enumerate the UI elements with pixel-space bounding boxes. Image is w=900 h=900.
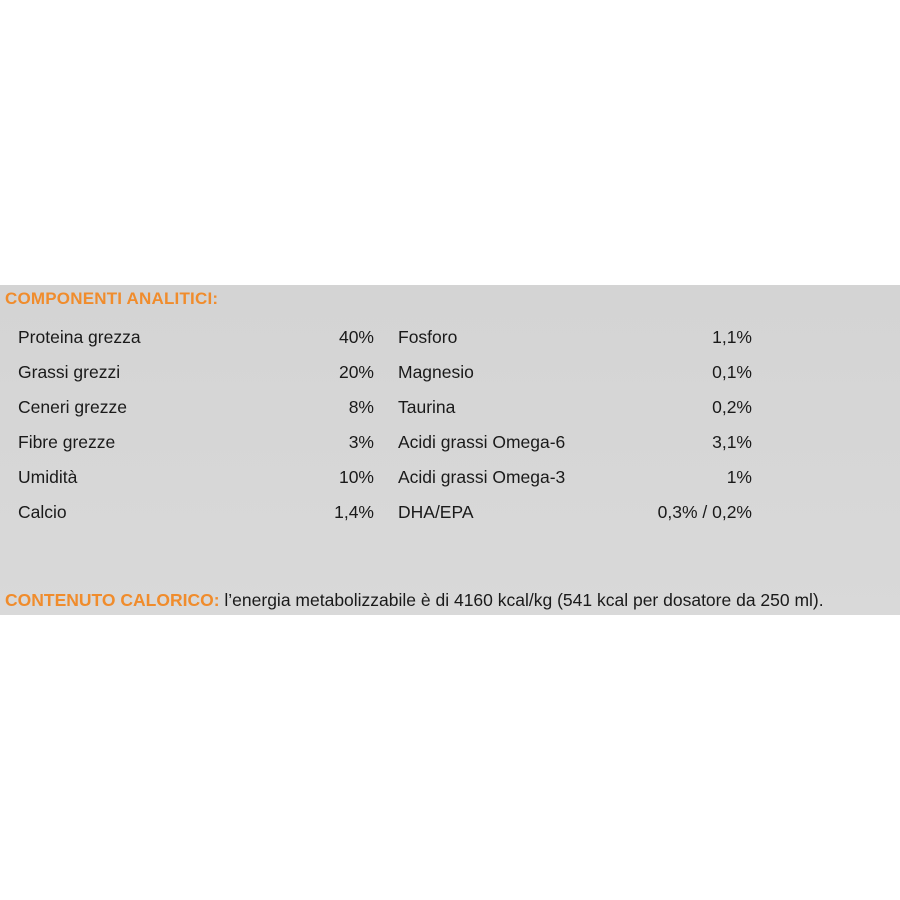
nutrient-name: Umidità [18,467,78,487]
nutrient-name: Fosforo [398,327,458,347]
nutrient-value: 0,2% [712,397,752,417]
nutrient-name: Taurina [398,397,456,417]
nutrient-name: Acidi grassi Omega-3 [398,467,566,487]
calorie-label: CONTENUTO CALORICO: [5,590,220,610]
analytical-components-title: COMPONENTI ANALITICI: [5,289,219,308]
nutrient-row [18,397,374,432]
nutrient-row [398,397,752,432]
nutrient-value: 1,4% [334,502,374,522]
nutrient-name: Magnesio [398,362,474,382]
nutrient-row [18,432,374,467]
nutrient-row [398,502,752,537]
nutrient-value: 40% [338,327,374,347]
nutrient-value: 10% [338,467,374,487]
nutrient-name: Grassi grezzi [18,362,121,382]
nutrient-row [398,362,752,397]
nutrient-value: 20% [338,362,374,382]
nutrient-row [398,467,752,502]
nutrient-name: Acidi grassi Omega-6 [398,432,566,452]
nutrient-name: Proteina grezza [18,327,141,347]
nutrient-row [398,327,752,362]
nutrition-panel [0,285,900,615]
nutrient-value: 1,1% [712,327,752,347]
nutrient-row [18,467,374,502]
analytical-list-right [398,327,752,537]
nutrient-name: DHA/EPA [398,502,474,522]
nutrient-value: 0,1% [712,362,752,382]
analytical-list-left [18,327,374,537]
nutrient-row [398,432,752,467]
nutrient-value: 3% [348,432,374,452]
nutrient-value: 1% [726,467,752,487]
nutrient-row [18,362,374,397]
nutrient-value: 8% [348,397,374,417]
nutrient-row [18,327,374,362]
nutrient-value: 3,1% [712,432,752,452]
nutrient-name: Fibre grezze [18,432,116,452]
nutrient-value: 0,3% / 0,2% [657,502,752,522]
calorie-text: l’energia metabolizzabile è di 4160 kcal/kg (541 kcal per dosatore da 250 ml). [219,590,824,610]
nutrient-row [18,502,374,537]
nutrient-name: Ceneri grezze [18,397,127,417]
calorie-content [5,590,824,611]
nutrient-name: Calcio [18,502,67,522]
